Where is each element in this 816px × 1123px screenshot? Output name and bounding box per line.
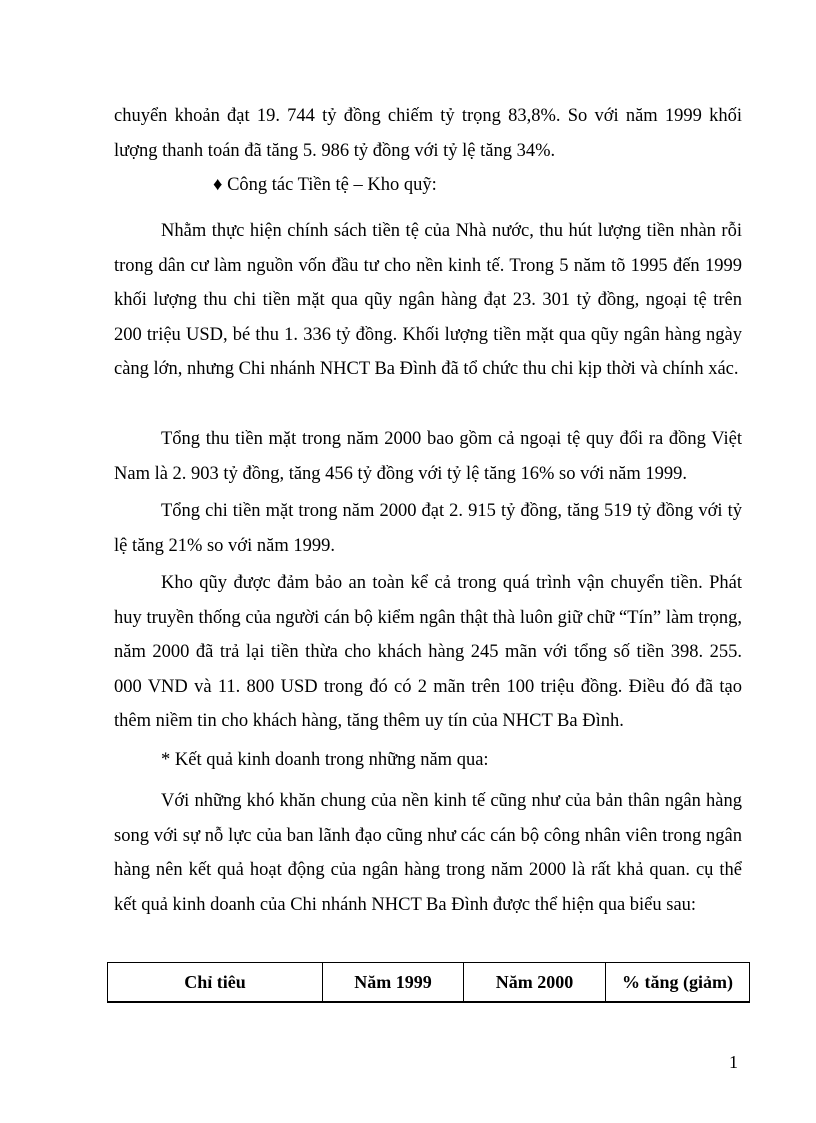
paragraph-monetary-policy: Nhằm thực hiện chính sách tiền tệ của Nhà nước, thu hút lượng tiền nhàn rỗi trong dân cư làm nguồn vốn đầu tư cho nền kinh tế. Trong 5 năm tõ 1995 đến 1999 khối lượng thu chi tiền mặt qua qũy ngân hàng đạt 23. 301 tỷ đồng, ngoại tệ trên 200 triệu USD, bé thu 1. 336 tỷ đồng. Khối lượng tiền mặt qua qũy ngân hàng ngày càng lớn, nhưng Chi nhánh NHCT Ba Đình đã tổ chức thu chi kịp thời và chính xác. [114,221,742,380]
table-header-row [108,963,750,1003]
header-cell-year-1999: Năm 1999 [323,963,464,1003]
business-results-table [107,962,750,1003]
paragraph-business-overview: Với những khó khăn chung của nền kinh tế cũng như của bản thân ngân hàng song với sự nỗ lực của ban lãnh đạo cũng như các cán bộ công nhân viên trong ngân hàng nên kết quả hoạt động của ngân hàng trong năm 2000 là rất khả quan. cụ thể kết quả kinh doanh của Chi nhánh NHCT Ba Đình được thể hiện qua biểu sau: [114,791,742,915]
results-table-container [107,962,749,1003]
paragraph-transfer-payments: chuyển khoản đạt 19. 744 tỷ đồng chiếm tỷ trọng 83,8%. So với năm 1999 khối lượng thanh toán đã tăng 5. 986 tỷ đồng với tỷ lệ tăng 34%. [114,106,742,161]
heading-business-results: * Kết quả kinh doanh trong những năm qua: [161,750,489,770]
paragraph-total-cash-payments: Tổng chi tiền mặt trong năm 2000 đạt 2. 915 tỷ đồng, tăng 519 tỷ đồng với tỷ lệ tăng 21% so với năm 1999. [114,501,742,556]
page-number: 1 [729,1052,738,1072]
paragraph-vault-safety: Kho qũy được đảm bảo an toàn kể cả trong quá trình vận chuyển tiền. Phát huy truyền thống của người cán bộ kiểm ngân thật thà luôn giữ chữ “Tín” làm trọng, năm 2000 đã trả lại tiền thừa cho khách hàng 245 mãn với tổng số tiền 398. 255. 000 VND và 11. 800 USD trong đó có 2 mãn trên 100 triệu đồng. Điều đó đã tạo thêm niềm tin cho khách hàng, tăng thêm uy tín của NHCT Ba Đình. [114,573,742,732]
heading-treasury-work: ♦ Công tác Tiền tệ – Kho quỹ: [213,175,437,195]
header-cell-indicator: Chỉ tiêu [108,963,323,1003]
header-cell-year-2000: Năm 2000 [464,963,606,1003]
paragraph-total-cash-receipts: Tổng thu tiền mặt trong năm 2000 bao gồm cả ngoại tệ quy đổi ra đồng Việt Nam là 2. 903 tỷ đồng, tăng 456 tỷ đồng với tỷ lệ tăng 16% so với năm 1999. [114,429,742,484]
header-cell-percent-change: % tăng (giảm) [606,963,750,1003]
